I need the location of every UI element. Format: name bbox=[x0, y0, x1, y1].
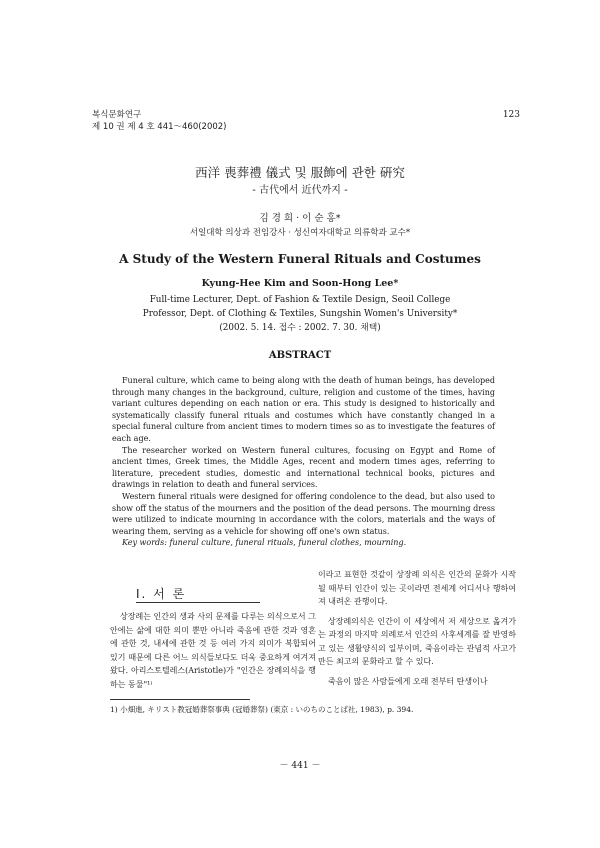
body-right-column bbox=[318, 568, 516, 688]
abstract-paragraph: Western funeral rituals were designed for offering condolence to the dead, but also used to show off the status of the mourners and the position of the dead persons. The mourning dress were utilized to indicate mourning in accordance with the colors, materials and the ways of wearing them, serving as a vehicle for showing off one's own status. bbox=[112, 491, 495, 536]
footnote: 1) 小畑進, キリスト教冠婚葬祭事典 (冠婚葬祭) (東京 : いのちのことば社, 1983), p. 394. bbox=[110, 705, 414, 714]
keywords: Key words: funeral culture, funeral rituals, funeral clothes, mourning. bbox=[122, 538, 407, 548]
korean-subtitle: - 古代에서 近代까지 - bbox=[252, 185, 348, 196]
page-number: 123 bbox=[502, 110, 520, 120]
korean-title: 西洋 喪葬禮 儀式 및 服飾에 관한 硏究 bbox=[195, 165, 405, 180]
section-rule bbox=[136, 602, 260, 603]
english-title: A Study of the Western Funeral Rituals and Costumes bbox=[119, 252, 481, 266]
abstract-paragraph: Funeral culture, which came to being along with the death of human beings, has developed through many changes in the background, culture, religion and custome of the times, having variant cultures depending on each nation or era. This study is designed to historically and systematically classify funeral rituals and costumes which have constantly changed in a special funeral culture from ancient times to modern times so as to investigate the features of each age. bbox=[112, 376, 495, 443]
body-paragraph: 이라고 표현한 것같이 상장례 의식은 인간의 문화가 시작될 때부터 인간이 있는 곳이라면 전세계 어디서나 행하여져 내려온 관행이다. bbox=[318, 570, 516, 606]
affiliation-line-1: Full-time Lecturer, Dept. of Fashion & Textile Design, Seoil College bbox=[149, 295, 451, 305]
body-paragraph: 죽음이 많은 사람들에게 오래 전부터 탄생이나 bbox=[328, 676, 488, 686]
abstract-paragraph: The researcher worked on Western funeral cultures, focusing on Egypt and Rome of ancient times, Greek times, the Middle Ages, recent and modern times ages, referring to literature, precedent studies, domestic and international technical books, pictures and drawings in relation to death and funeral services. bbox=[112, 445, 495, 490]
journal-header bbox=[92, 109, 227, 133]
english-authors: Kyung-Hee Kim and Soon-Hong Lee* bbox=[201, 278, 399, 289]
english-affiliation bbox=[0, 293, 600, 335]
journal-name: 복식문화연구 bbox=[92, 110, 142, 120]
bottom-page-number: － 441 － bbox=[279, 761, 321, 771]
body-left-column bbox=[110, 610, 316, 691]
abstract-body bbox=[112, 375, 495, 549]
footnote-rule bbox=[110, 699, 250, 700]
body-paragraph: 상장례는 인간의 생과 사의 문제를 다루는 의식으로서 그 안에는 삶에 대한 의미 뿐만 아니라 죽음에 관한 것과 영혼에 관한 것, 내세에 관한 것 등 여러 가지 의미가 복합되어 있기 때문에 다른 어느 의식들보다도 더욱 중요하게 여겨져 왔다. 아리스토텔레스(Aristotle)가 "인간은 장례의식을 행하는 동물"¹⁾ bbox=[110, 612, 316, 689]
korean-authors: 김 경 희 · 이 순 홍* bbox=[259, 213, 341, 224]
section-heading: Ⅰ. 서 론 bbox=[136, 587, 187, 601]
submission-dates: (2002. 5. 14. 접수 : 2002. 7. 30. 채택) bbox=[219, 323, 381, 333]
abstract-heading: ABSTRACT bbox=[268, 350, 332, 361]
korean-affiliation: 서일대학 의상과 전임강사 · 성신여자대학교 의류학과 교수* bbox=[189, 228, 411, 238]
body-paragraph: 상장례의식은 인간이 이 세상에서 저 세상으로 옮겨가는 과정의 마지막 의례로서 인간의 사후세계를 잘 반영하고 있는 생활양식의 일부이며, 죽음이라는 관념적 사고가 만든 최고의 문화라고 할 수 있다. bbox=[318, 616, 516, 666]
affiliation-line-2: Professor, Dept. of Clothing & Textiles, Sungshin Women's University* bbox=[142, 309, 458, 319]
journal-volume: 제 10 권 제 4 호 441～460(2002) bbox=[92, 122, 227, 132]
